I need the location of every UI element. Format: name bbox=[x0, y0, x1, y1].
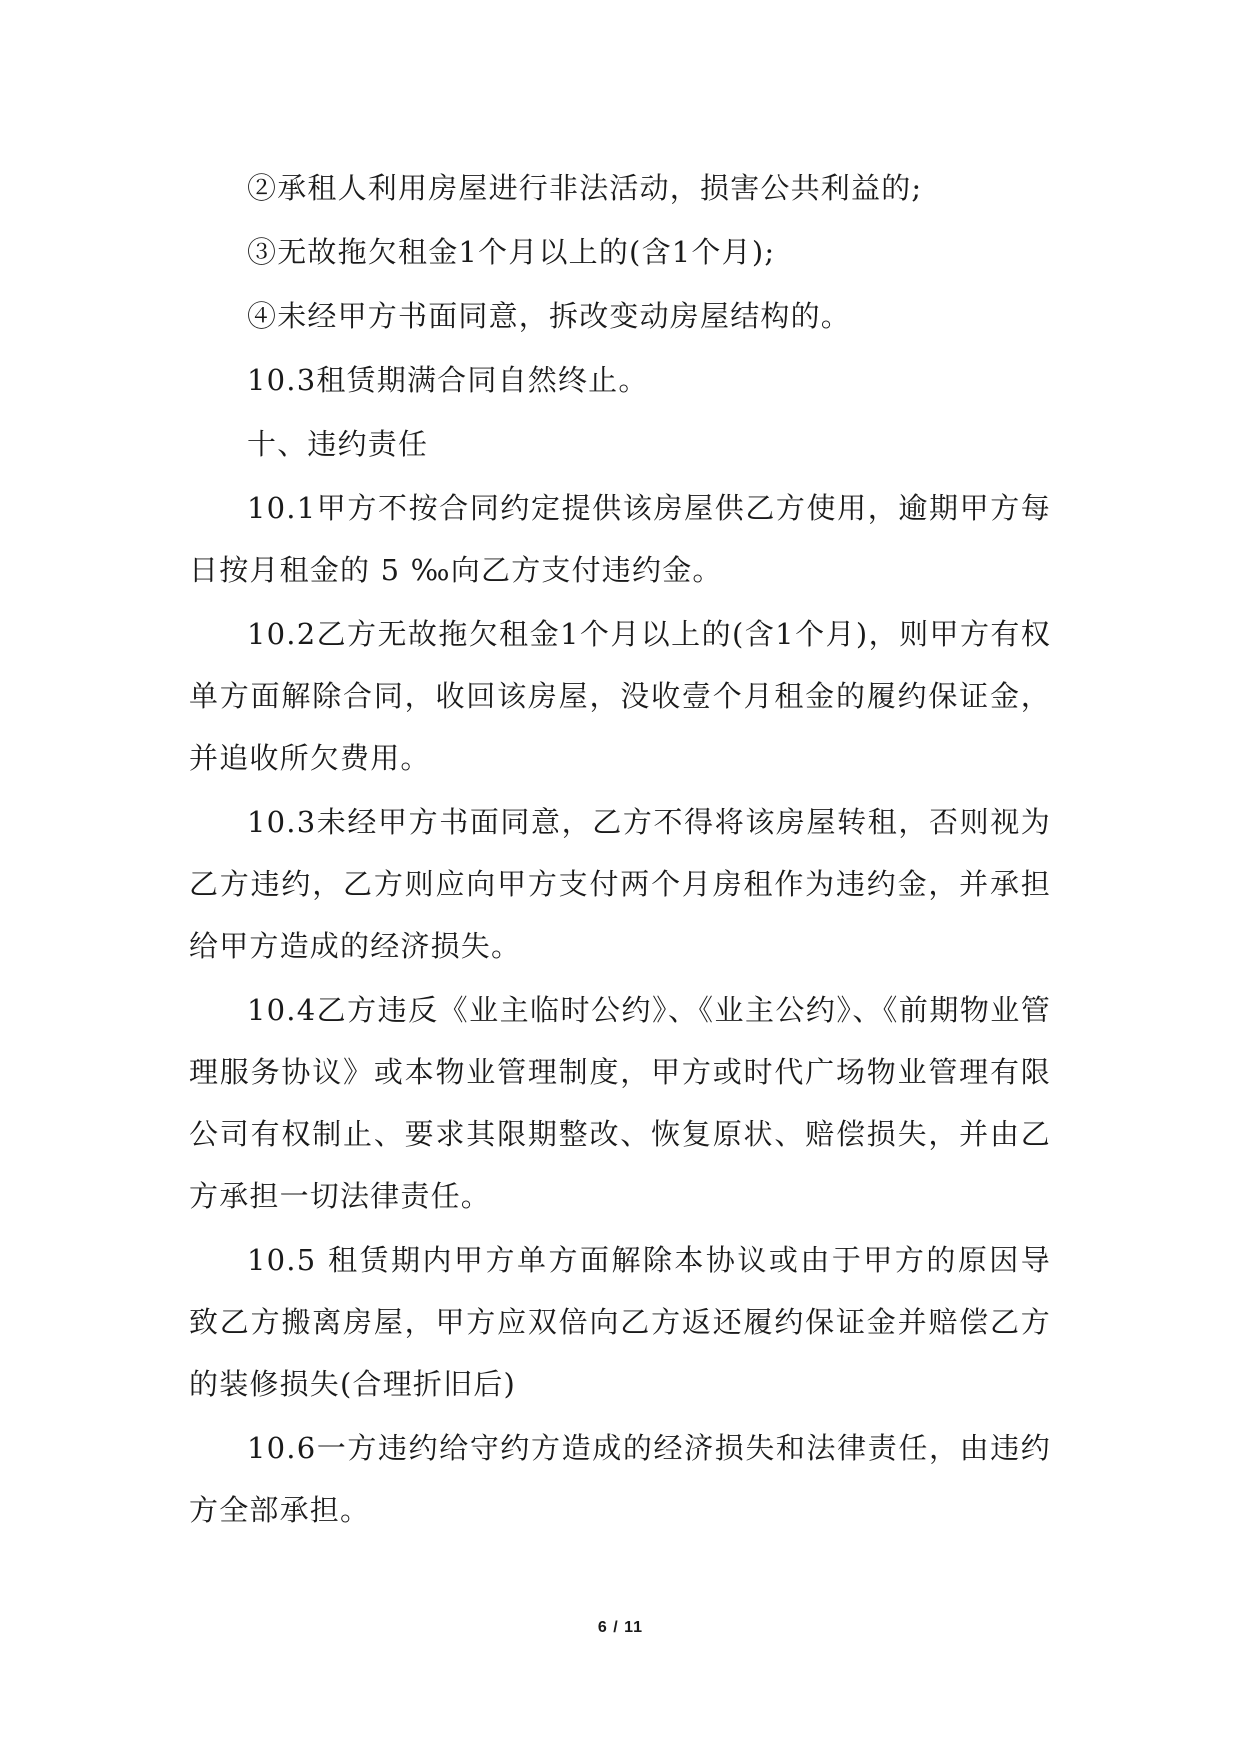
clause-10-2: 10.2乙方无故拖欠租金1个月以上的(含1个月)，则甲方有权单方面解除合同，收回该房屋，没收壹个月租金的履约保证金，并追收所欠费用。 bbox=[189, 617, 1051, 775]
clause-item-2: ②承租人利用房屋进行非法活动，损害公共利益的; bbox=[247, 171, 923, 205]
clause-10-4: 10.4乙方违反《业主临时公约》、《业主公约》、《前期物业管理服务协议》或本物业管理制度，甲方或时代广场物业管理有限公司有权制止、要求其限期整改、恢复原状、赔偿损失，并由乙方承担一切法律责任。 bbox=[189, 993, 1051, 1213]
section-heading-liability: 十、违约责任 bbox=[247, 427, 429, 461]
clause-item-3: ③无故拖欠租金1个月以上的(含1个月); bbox=[247, 235, 776, 269]
clause-10-6: 10.6一方违约给守约方造成的经济损失和法律责任，由违约方全部承担。 bbox=[189, 1431, 1051, 1527]
clause-10-5: 10.5 租赁期内甲方单方面解除本协议或由于甲方的原因导致乙方搬离房屋，甲方应双倍向乙方返还履约保证金并赔偿乙方的装修损失(合理折旧后) bbox=[189, 1243, 1051, 1401]
clause-10-3: 10.3未经甲方书面同意，乙方不得将该房屋转租，否则视为乙方违约，乙方则应向甲方支付两个月房租作为违约金，并承担给甲方造成的经济损失。 bbox=[189, 805, 1051, 963]
page-number: 6 / 11 bbox=[597, 1619, 644, 1636]
document-body bbox=[189, 157, 1051, 1543]
clause-item-4: ④未经甲方书面同意，拆改变动房屋结构的。 bbox=[247, 299, 852, 333]
clause-10-1: 10.1甲方不按合同约定提供该房屋供乙方使用，逾期甲方每日按月租金的 5 ‰向乙方支付违约金。 bbox=[189, 491, 1051, 587]
clause-10-3-termination: 10.3租赁期满合同自然终止。 bbox=[247, 363, 649, 397]
